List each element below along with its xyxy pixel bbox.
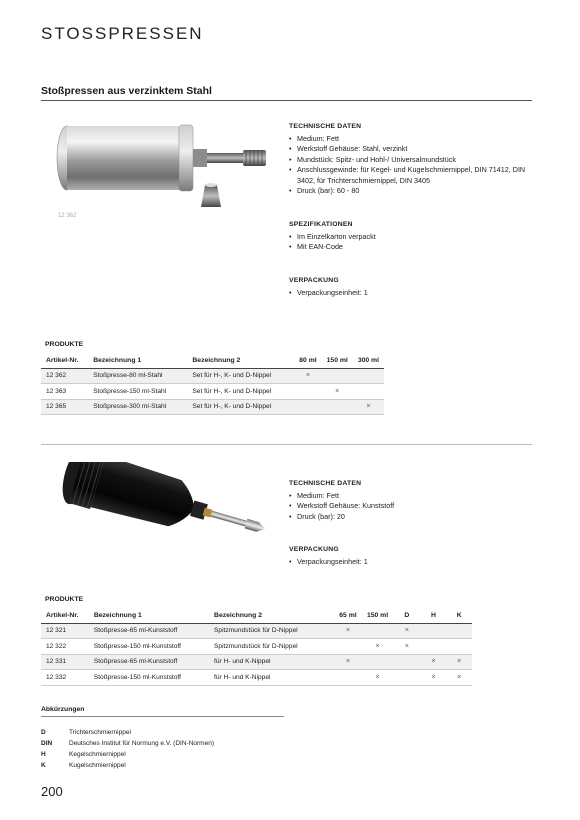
abbreviation-key: DIN: [41, 740, 53, 747]
table-cell: [446, 639, 472, 655]
verpackung-heading-2: VERPACKUNG: [289, 546, 339, 553]
abbreviation-item: [41, 762, 126, 769]
table-cell: ×: [362, 639, 393, 655]
table-cell: [322, 368, 353, 384]
table-cell: [353, 384, 384, 400]
table-cell: [334, 670, 362, 686]
table-cell: [362, 654, 393, 670]
table-cell: 12 363: [41, 384, 88, 400]
section-rule: [41, 100, 532, 101]
list-item: • Mundstück: Spitz- und Hohl-/ Universalmundstück: [289, 155, 544, 166]
table-cell: ×: [362, 670, 393, 686]
page-number: 200: [41, 784, 63, 799]
table-cell: [334, 639, 362, 655]
table-cell: Stoßpresse-65 ml-Kunststoff: [89, 623, 209, 639]
col-header: Artikel-Nr.: [41, 608, 89, 623]
table-cell: [353, 368, 384, 384]
verpackung-block-1: [289, 276, 544, 298]
table-cell: ×: [393, 623, 421, 639]
table-row: [41, 399, 384, 415]
list-item: • Verpackungseinheit: 1: [289, 288, 544, 299]
tech-data-heading-2: TECHNISCHE DATEN: [289, 480, 362, 487]
table-cell: [322, 399, 353, 415]
table-header-row: [41, 353, 384, 368]
abbreviation-key: K: [41, 762, 46, 769]
table-cell: [393, 654, 421, 670]
abbreviation-item: [41, 751, 126, 758]
abbreviations-rule: [41, 716, 284, 717]
table-row: [41, 368, 384, 384]
abbreviation-value: Kegelschmiernippel: [69, 751, 126, 758]
abbreviation-value: Trichterschmiernippel: [69, 729, 131, 736]
tech-data-heading-1: TECHNISCHE DATEN: [289, 123, 362, 130]
table-cell: Spitzmundstück für D-Nippel: [209, 623, 334, 639]
table-cell: 12 331: [41, 654, 89, 670]
col-header: 65 ml: [334, 608, 362, 623]
image-caption: 12 362: [58, 213, 77, 219]
col-header: Bezeichnung 2: [187, 353, 294, 368]
col-header: 300 ml: [353, 353, 384, 368]
col-header: D: [393, 608, 421, 623]
tech-data-block-1: [289, 122, 544, 197]
table-cell: 12 321: [41, 623, 89, 639]
steel-grease-gun-image: [55, 115, 275, 215]
table-row: [41, 623, 472, 639]
abbreviation-key: H: [41, 751, 46, 758]
table-cell: ×: [393, 639, 421, 655]
verpackung-block-2: [289, 545, 544, 567]
table-cell: ×: [421, 670, 447, 686]
table-cell: ×: [322, 384, 353, 400]
table-cell: Spitzmundstück für D-Nippel: [209, 639, 334, 655]
table-row: [41, 670, 472, 686]
col-header: 150 ml: [322, 353, 353, 368]
table-cell: [362, 623, 393, 639]
list-item: • Werkstoff Gehäuse: Stahl, verzinkt: [289, 144, 544, 155]
table-cell: ×: [294, 368, 321, 384]
col-header: 80 ml: [294, 353, 321, 368]
table-cell: Stoßpresse-150 ml-Stahl: [88, 384, 187, 400]
table-row: [41, 639, 472, 655]
col-header: Artikel-Nr.: [41, 353, 88, 368]
table-cell: 12 362: [41, 368, 88, 384]
list-item: • Im Einzelkarton verpackt: [289, 232, 544, 243]
table-cell: [294, 399, 321, 415]
table-cell: Set für H-, K- und D-Nippel: [187, 399, 294, 415]
table-cell: ×: [446, 670, 472, 686]
abbreviation-item: [41, 729, 131, 736]
col-header: K: [446, 608, 472, 623]
table-cell: [421, 639, 447, 655]
col-header: Bezeichnung 2: [209, 608, 334, 623]
abbreviation-key: D: [41, 729, 46, 736]
table-cell: Set für H-, K- und D-Nippel: [187, 384, 294, 400]
list-item: • Druck (bar): 20: [289, 512, 544, 523]
list-item: • Werkstoff Gehäuse: Kunststoff: [289, 501, 544, 512]
table-header-row: [41, 608, 472, 623]
list-item: • Medium: Fett: [289, 134, 544, 145]
verpackung-heading-1: VERPACKUNG: [289, 277, 339, 284]
list-item: • Druck (bar): 60 - 80: [289, 186, 544, 197]
plastic-grease-gun-image: [52, 462, 274, 562]
list-item: • Verpackungseinheit: 1: [289, 557, 544, 568]
abbreviations-heading: Abkürzungen: [41, 706, 85, 713]
table-cell: Stoßpresse-300 ml-Stahl: [88, 399, 187, 415]
tech-data-list-1: [289, 134, 544, 197]
abbreviation-value: Deutsches Institut für Normung e.V. (DIN-Normen): [69, 740, 214, 747]
table-row: [41, 384, 384, 400]
table-cell: ×: [334, 654, 362, 670]
table-cell: für H- und K-Nippel: [209, 654, 334, 670]
table-row: [41, 654, 472, 670]
list-item: • Medium: Fett: [289, 491, 544, 502]
table-cell: ×: [353, 399, 384, 415]
table-cell: Stoßpresse-80 ml-Stahl: [88, 368, 187, 384]
product-table-1: [41, 353, 384, 415]
table-cell: ×: [421, 654, 447, 670]
produkte-heading-2: PRODUKTE: [45, 596, 84, 603]
page-title: STOSSPRESSEN: [41, 24, 204, 43]
produkte-heading-1: PRODUKTE: [45, 341, 84, 348]
col-header: 150 ml: [362, 608, 393, 623]
table-cell: Set für H-, K- und D-Nippel: [187, 368, 294, 384]
table-cell: 12 332: [41, 670, 89, 686]
list-item: • Mit EAN-Code: [289, 242, 544, 253]
col-header: Bezeichnung 1: [88, 353, 187, 368]
table-cell: für H- und K-Nippel: [209, 670, 334, 686]
tech-data-block-2: [289, 479, 544, 522]
abbreviation-value: Kugelschmiernippel: [69, 762, 126, 769]
table-cell: 12 365: [41, 399, 88, 415]
table-cell: ×: [334, 623, 362, 639]
section-title: Stoßpressen aus verzinktem Stahl: [41, 85, 212, 97]
table-cell: [446, 623, 472, 639]
table-cell: 12 322: [41, 639, 89, 655]
table-cell: Stoßpresse-150 ml-Kunststoff: [89, 639, 209, 655]
spezifikationen-heading: SPEZIFIKATIONEN: [289, 221, 353, 228]
list-item: • Anschlussgewinde: für Kegel- und Kugelschmiernippel, DIN 71412, DIN 3402, für Trichterschmiernippel, DIN 3405: [289, 165, 544, 186]
table-cell: [421, 623, 447, 639]
table-cell: Stoßpresse-150 ml-Kunststoff: [89, 670, 209, 686]
spezifikationen-block: [289, 220, 544, 253]
table-cell: [294, 384, 321, 400]
abbreviation-item: [41, 740, 214, 747]
section-divider: [41, 444, 532, 445]
table-cell: ×: [446, 654, 472, 670]
col-header: H: [421, 608, 447, 623]
table-cell: Stoßpresse-65 ml-Kunststoff: [89, 654, 209, 670]
table-cell: [393, 670, 421, 686]
col-header: Bezeichnung 1: [89, 608, 209, 623]
product-table-2: [41, 608, 472, 686]
